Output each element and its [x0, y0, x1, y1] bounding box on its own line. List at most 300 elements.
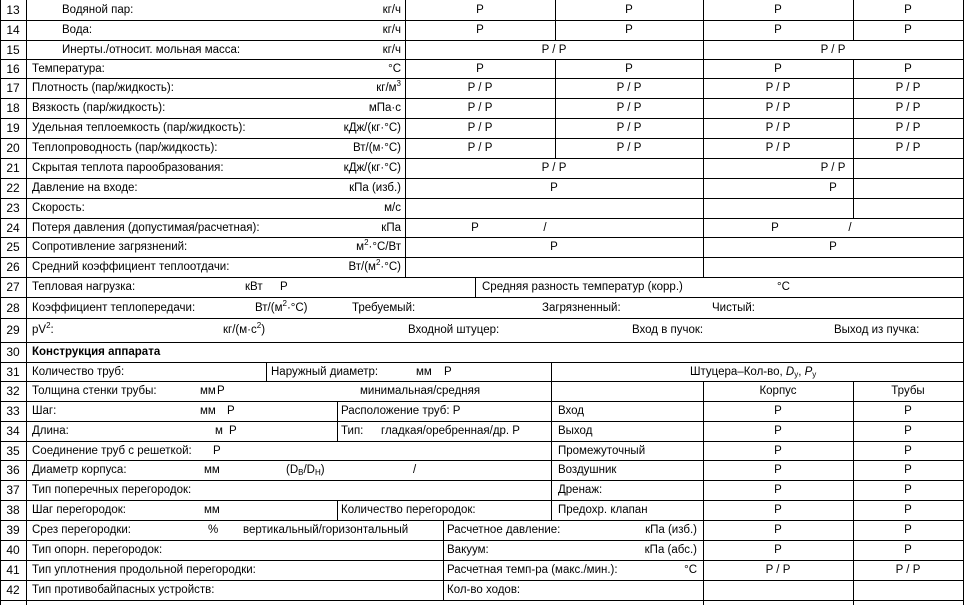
value-column-rule: [703, 0, 704, 21]
row-unit: °C: [388, 62, 401, 75]
allowed-drop-value: P: [471, 221, 479, 234]
value-column-rule: [555, 98, 556, 119]
superscript: 2: [364, 238, 369, 247]
required-label: Требуемый:: [352, 301, 416, 314]
row-number: 13: [6, 3, 20, 17]
value-column-rule: [405, 237, 406, 258]
italic-symbol: D: [785, 365, 795, 378]
row-rule: [0, 342, 964, 343]
nozzle-name: Дренаж:: [558, 484, 603, 496]
nozzle-name: Вход: [558, 405, 585, 417]
row-label: Средняя разность температур (корр.): [482, 281, 683, 293]
value-cell: P / P: [765, 142, 791, 154]
value-cell: P: [217, 385, 225, 397]
tube-design-value: P: [904, 544, 912, 556]
value-column-rule: [703, 78, 704, 99]
shell-nozzle-value: P: [774, 405, 782, 417]
vacuum-label: Вакуум:: [447, 544, 489, 556]
row-number: 35: [6, 443, 20, 458]
shell-design-value: P / P: [765, 564, 791, 576]
text-part: ,: [798, 365, 805, 378]
row-number: 41: [6, 563, 20, 577]
superscript: 2: [375, 258, 381, 267]
value-column-rule: [405, 118, 406, 139]
value-column-rule: [853, 20, 854, 41]
row-unit: Вт/(м·°С): [352, 142, 401, 154]
row-rule: [0, 98, 964, 99]
subscript: Н: [314, 468, 321, 477]
row-label: Инерты./относит. мольная масса:: [62, 43, 241, 56]
unit: мм: [204, 504, 220, 516]
value-cell: P / P: [895, 142, 921, 154]
tube-nozzle-value: P: [904, 504, 912, 516]
tube-type: гладкая/оребренная/др. P: [381, 425, 520, 437]
value-column-rule: [555, 118, 556, 139]
row-rule: [0, 138, 964, 139]
inner-rule: [853, 158, 854, 179]
row-rule: [0, 20, 964, 21]
row-label: Тип противобайпасных устройств:: [32, 584, 215, 596]
value-cell: P / P: [616, 82, 642, 94]
tube-side-value: P / P: [820, 43, 846, 56]
row-number: 14: [6, 23, 20, 37]
cut-orientation: вертикальный/горизонтальный: [243, 524, 409, 536]
row-label: Удельная теплоемкость (пар/жидкость):: [32, 122, 246, 134]
row-label: Потеря давления (допустимая/расчетная):: [32, 221, 260, 234]
row-rule: [0, 480, 964, 481]
row-rule: [0, 362, 964, 363]
value-column-rule: [555, 78, 556, 99]
unit: [223, 323, 265, 337]
row-rule: [0, 218, 964, 219]
row-rule: [0, 78, 964, 79]
tube-layout: Расположение труб: P: [341, 405, 461, 417]
side-divider: [703, 218, 704, 238]
row-rule: [0, 580, 964, 581]
side-divider: [703, 237, 704, 258]
unit: мм: [416, 365, 432, 378]
allowed-drop-value: P: [771, 221, 779, 234]
row-number: 16: [6, 61, 20, 76]
unit: м: [215, 425, 223, 437]
inlet-nozzle-label: Входной штуцер:: [408, 324, 500, 336]
superscript: 3: [396, 79, 401, 88]
row-rule: [0, 198, 964, 199]
row-unit: [376, 81, 401, 95]
row-label: Средний коэффициент теплоотдачи:: [32, 261, 230, 273]
text-part: ·°С): [286, 301, 308, 314]
side-divider: [703, 158, 704, 179]
value-cell: P: [227, 405, 235, 417]
shell-nozzle-value: P: [774, 444, 782, 457]
row-label: Срез перегородки:: [32, 524, 131, 536]
row-label: Вязкость (пар/жидкость):: [32, 102, 166, 114]
drop-slash: /: [848, 221, 852, 234]
value-column-rule: [405, 198, 406, 219]
row-rule: [0, 158, 964, 159]
cell-rule: [443, 540, 444, 561]
value-column-rule: [853, 138, 854, 159]
row-label: Водяной пар:: [62, 4, 134, 16]
row-number: 40: [6, 543, 20, 557]
cell-rule: [551, 421, 552, 442]
row-rule: [0, 178, 964, 179]
superscript: 2: [256, 321, 262, 330]
text-part: ·°С): [380, 261, 401, 273]
number-column-rule: [26, 0, 27, 605]
row-rule: [0, 297, 964, 298]
cell-rule: [337, 401, 338, 442]
row-label: Наружный диаметр:: [271, 365, 379, 378]
row-label: Температура:: [32, 62, 105, 75]
tube-nozzle-value: P: [904, 464, 912, 476]
row-rule: [0, 257, 964, 258]
value-cell: P / P: [765, 102, 791, 114]
cell-rule: [266, 362, 267, 382]
value-cell: P: [229, 425, 237, 437]
cell-rule: [551, 441, 552, 461]
tube-design-value: P: [904, 524, 912, 536]
row-label: Тип поперечных перегородок:: [32, 484, 192, 496]
value-cell: P: [476, 62, 484, 75]
row-number: 17: [6, 81, 20, 95]
value-cell: P: [444, 365, 452, 378]
nozzle-name: Выход: [558, 425, 593, 437]
tube-nozzle-value: P: [904, 405, 912, 417]
value-column-rule: [405, 138, 406, 159]
row-number: 32: [6, 384, 20, 398]
baffle-count-label: Количество перегородок:: [341, 504, 476, 516]
unit: кПа (абс.): [644, 544, 697, 556]
text-part: :: [50, 324, 54, 336]
value-cell: P: [774, 4, 782, 16]
text-part: Штуцера–Кол-во,: [690, 365, 786, 378]
row-number: 31: [6, 364, 20, 379]
row-rule: [0, 520, 964, 521]
cell-rule: [551, 381, 552, 402]
value-column-rule: [853, 118, 854, 139]
shell-side-value: P: [550, 241, 558, 253]
text-part: м: [356, 241, 365, 253]
row-label: Теплопроводность (пар/жидкость):: [32, 142, 218, 154]
value-cell: P / P: [765, 82, 791, 94]
row-rule: [0, 460, 964, 461]
fouled-label: Загрязненный:: [542, 301, 621, 314]
value-column-rule: [405, 78, 406, 99]
tube-nozzle-value: P: [904, 444, 912, 457]
unit: мм: [200, 405, 216, 417]
row-rule: [0, 277, 964, 278]
row-rule: [0, 40, 964, 41]
row-number: 38: [6, 503, 20, 517]
superscript: 2: [46, 321, 51, 330]
row-rule: [0, 237, 964, 238]
value-cell: P: [625, 4, 633, 16]
value-cell: P: [625, 24, 633, 36]
row-unit: кПа (изб.): [349, 182, 401, 194]
nozzle-shell-column-rule: [703, 381, 704, 605]
value-column-rule: [405, 98, 406, 119]
value-cell: P / P: [467, 102, 493, 114]
value-column-rule: [853, 0, 854, 21]
value-cell: P / P: [616, 142, 642, 154]
row-rule: [0, 500, 964, 501]
row-label: Тип уплотнения продольной перегородки:: [32, 564, 256, 576]
row-rule: [0, 381, 964, 382]
row-number: 21: [6, 161, 20, 175]
side-divider: [703, 178, 704, 199]
value-cell: P: [774, 24, 782, 36]
row-number: 36: [6, 463, 20, 477]
text-part: Вт/(м: [348, 261, 376, 273]
cell-rule: [443, 520, 444, 541]
row-rule: [0, 401, 964, 402]
section-heading: Конструкция аппарата: [32, 346, 161, 358]
row-label: Плотность (пар/жидкость):: [32, 82, 174, 94]
nozzles-heading: [690, 365, 816, 379]
row-number: 33: [6, 404, 20, 418]
unit: °C: [777, 281, 790, 293]
value-column-rule: [703, 118, 704, 139]
text-part: pV: [32, 324, 47, 336]
value-cell: P: [625, 62, 633, 75]
value-cell: P / P: [467, 142, 493, 154]
unit: [255, 298, 308, 315]
row-number: 26: [6, 260, 20, 274]
value-cell: P / P: [467, 82, 493, 94]
row-label: Давление на входе:: [32, 182, 138, 194]
row-unit: [348, 260, 401, 274]
row-rule: [0, 540, 964, 541]
row-number: 27: [6, 280, 20, 294]
shell-design-value: P: [774, 524, 782, 536]
sheet-left-border: [0, 0, 1, 605]
cell-rule: [551, 500, 552, 521]
inner-rule: [853, 178, 854, 199]
diameter-ratio: [286, 463, 325, 477]
value-column-rule: [405, 158, 406, 179]
thickness-mode: минимальная/средняя: [360, 385, 481, 397]
value-cell: P: [904, 4, 912, 16]
cell-rule: [475, 277, 476, 298]
subscript: y: [794, 369, 799, 379]
row-label: Тепловая нагрузка:: [32, 281, 136, 293]
row-label: Количество труб:: [32, 365, 125, 378]
row-label: Толщина стенки трубы:: [32, 385, 157, 397]
cell-rule: [551, 460, 552, 481]
row-number: 37: [6, 483, 20, 497]
nozzle-name: Промежуточный: [558, 444, 646, 457]
cell-rule: [337, 500, 338, 521]
value-column-rule: [405, 0, 406, 21]
value-column-rule: [405, 40, 406, 60]
cell-rule: [443, 560, 444, 581]
text-part: ): [261, 324, 266, 336]
unit: кВт: [245, 281, 263, 293]
nozzle-name: Воздушник: [558, 464, 617, 476]
row-label: Длина:: [32, 425, 69, 437]
row-number: 23: [6, 201, 20, 215]
row-unit: кг/ч: [382, 24, 401, 36]
sheet-right-border: [963, 0, 964, 605]
shell-side-value: P / P: [541, 162, 567, 174]
row-number: 24: [6, 220, 20, 235]
row-number: 34: [6, 424, 20, 438]
tubes-column-heading: Трубы: [891, 385, 925, 397]
shell-design-value: P: [774, 544, 782, 556]
side-divider: [703, 198, 704, 219]
row-label: Скрытая теплота парообразования:: [32, 162, 224, 174]
nozzle-tube-column-rule: [853, 381, 854, 605]
row-unit: кДж/(кг·°С): [343, 162, 401, 174]
row-unit: кг/ч: [382, 43, 401, 56]
subscript: В: [298, 468, 304, 477]
value-column-rule: [703, 20, 704, 41]
value-column-rule: [405, 218, 406, 238]
value-cell: P: [904, 62, 912, 75]
text-part: кг/м: [376, 82, 397, 94]
value-cell: P / P: [895, 82, 921, 94]
value-column-rule: [405, 59, 406, 79]
row-label: Коэффициент теплопередачи:: [32, 301, 196, 314]
row-number: 30: [6, 345, 20, 359]
value-column-rule: [555, 59, 556, 79]
value-column-rule: [853, 78, 854, 99]
value-column-rule: [555, 20, 556, 41]
value-column-rule: [853, 98, 854, 119]
row-number: 15: [6, 42, 20, 57]
cell-rule: [551, 401, 552, 422]
clean-label: Чистый:: [712, 301, 755, 314]
value-column-rule: [405, 178, 406, 199]
design-temperature-label: Расчетная темп-ра (макс./мин.):: [447, 564, 618, 576]
nozzle-name: Предохр. клапан: [558, 504, 648, 516]
unit: мм: [204, 464, 220, 476]
value-cell: P / P: [616, 122, 642, 134]
row-label: Скорость:: [32, 202, 85, 214]
tube-side-value: P / P: [820, 162, 846, 174]
value-cell: P / P: [467, 122, 493, 134]
row-unit: мПа·с: [368, 102, 401, 114]
bundle-entrance-label: Вход в пучок:: [632, 324, 704, 336]
text-part: /D: [303, 464, 315, 476]
shell-side-value: P / P: [541, 43, 567, 56]
shell-column-heading: Корпус: [759, 385, 797, 397]
value-column-rule: [405, 257, 406, 278]
value-cell: P / P: [765, 122, 791, 134]
text-part: Вт/(м: [255, 301, 283, 314]
passes-label: Кол-во ходов:: [447, 584, 521, 596]
tube-nozzle-value: P: [904, 484, 912, 496]
subscript: y: [812, 369, 817, 379]
row-label: Шаг:: [32, 405, 57, 417]
value-column-rule: [703, 138, 704, 159]
row-number: 19: [6, 121, 20, 135]
row-rule: [0, 421, 964, 422]
row-unit: [356, 240, 401, 254]
value-cell: P / P: [616, 102, 642, 114]
value-cell: P: [476, 4, 484, 16]
value-cell: P: [476, 24, 484, 36]
shell-nozzle-value: P: [774, 484, 782, 496]
shell-side-value: P: [550, 182, 558, 194]
row-unit: м/с: [384, 202, 401, 214]
tube-side-value: P: [829, 182, 837, 194]
text-part: ·°С/Вт: [368, 241, 401, 253]
row-label: Сопротивление загрязнений:: [32, 241, 188, 253]
unit: мм: [200, 385, 216, 397]
value-cell: P: [213, 444, 221, 457]
side-divider: [703, 40, 704, 60]
drop-slash: /: [543, 221, 547, 234]
value-column-rule: [853, 59, 854, 79]
row-label: Вода:: [62, 24, 93, 36]
inner-rule: [853, 198, 854, 219]
value-column-rule: [405, 20, 406, 41]
row-label: Тип опорн. перегородок:: [32, 544, 163, 556]
row-unit: кПа: [381, 221, 401, 234]
row-rule: [0, 600, 964, 601]
ratio-slash: /: [413, 464, 417, 476]
shell-nozzle-value: P: [774, 425, 782, 437]
row-label: Соединение труб с решеткой:: [32, 444, 192, 457]
row-label: Диаметр корпуса:: [32, 464, 127, 476]
value-cell: P: [280, 281, 288, 293]
row-number: 20: [6, 141, 20, 155]
italic-symbol: P: [804, 365, 813, 378]
bundle-exit-label: Выход из пучка:: [834, 324, 920, 336]
row-label: [32, 323, 54, 337]
cell-rule: [443, 580, 444, 601]
row-number: 28: [6, 300, 20, 315]
row-number: 39: [6, 523, 20, 537]
tube-side-value: P: [829, 241, 837, 253]
row-rule: [0, 118, 964, 119]
row-number: 29: [6, 323, 20, 337]
unit: %: [208, 524, 219, 536]
value-column-rule: [703, 98, 704, 119]
row-unit: кДж/(кг·°С): [343, 122, 401, 134]
cell-rule: [551, 362, 552, 382]
value-cell: P: [774, 62, 782, 75]
row-rule: [0, 441, 964, 442]
row-number: 25: [6, 240, 20, 254]
design-pressure-label: Расчетное давление:: [447, 524, 561, 536]
unit: °C: [684, 564, 697, 576]
value-column-rule: [555, 138, 556, 159]
row-rule: [0, 318, 964, 319]
value-cell: P / P: [895, 122, 921, 134]
row-number: 22: [6, 181, 20, 195]
row-rule: [0, 560, 964, 561]
tube-design-value: P / P: [895, 564, 921, 576]
row-label: Тип:: [341, 425, 364, 437]
row-number: 42: [6, 583, 20, 597]
shell-nozzle-value: P: [774, 464, 782, 476]
row-unit: кг/ч: [382, 4, 401, 16]
value-cell: P / P: [895, 102, 921, 114]
text-part: (D: [286, 464, 299, 476]
text-part: кг/(м·с: [223, 324, 257, 336]
row-rule: [0, 59, 964, 60]
tube-nozzle-value: P: [904, 425, 912, 437]
value-column-rule: [703, 59, 704, 79]
row-number: 18: [6, 101, 20, 115]
superscript: 2: [282, 298, 287, 308]
value-column-rule: [555, 0, 556, 21]
row-label: Шаг перегородок:: [32, 504, 126, 516]
cell-rule: [551, 480, 552, 501]
